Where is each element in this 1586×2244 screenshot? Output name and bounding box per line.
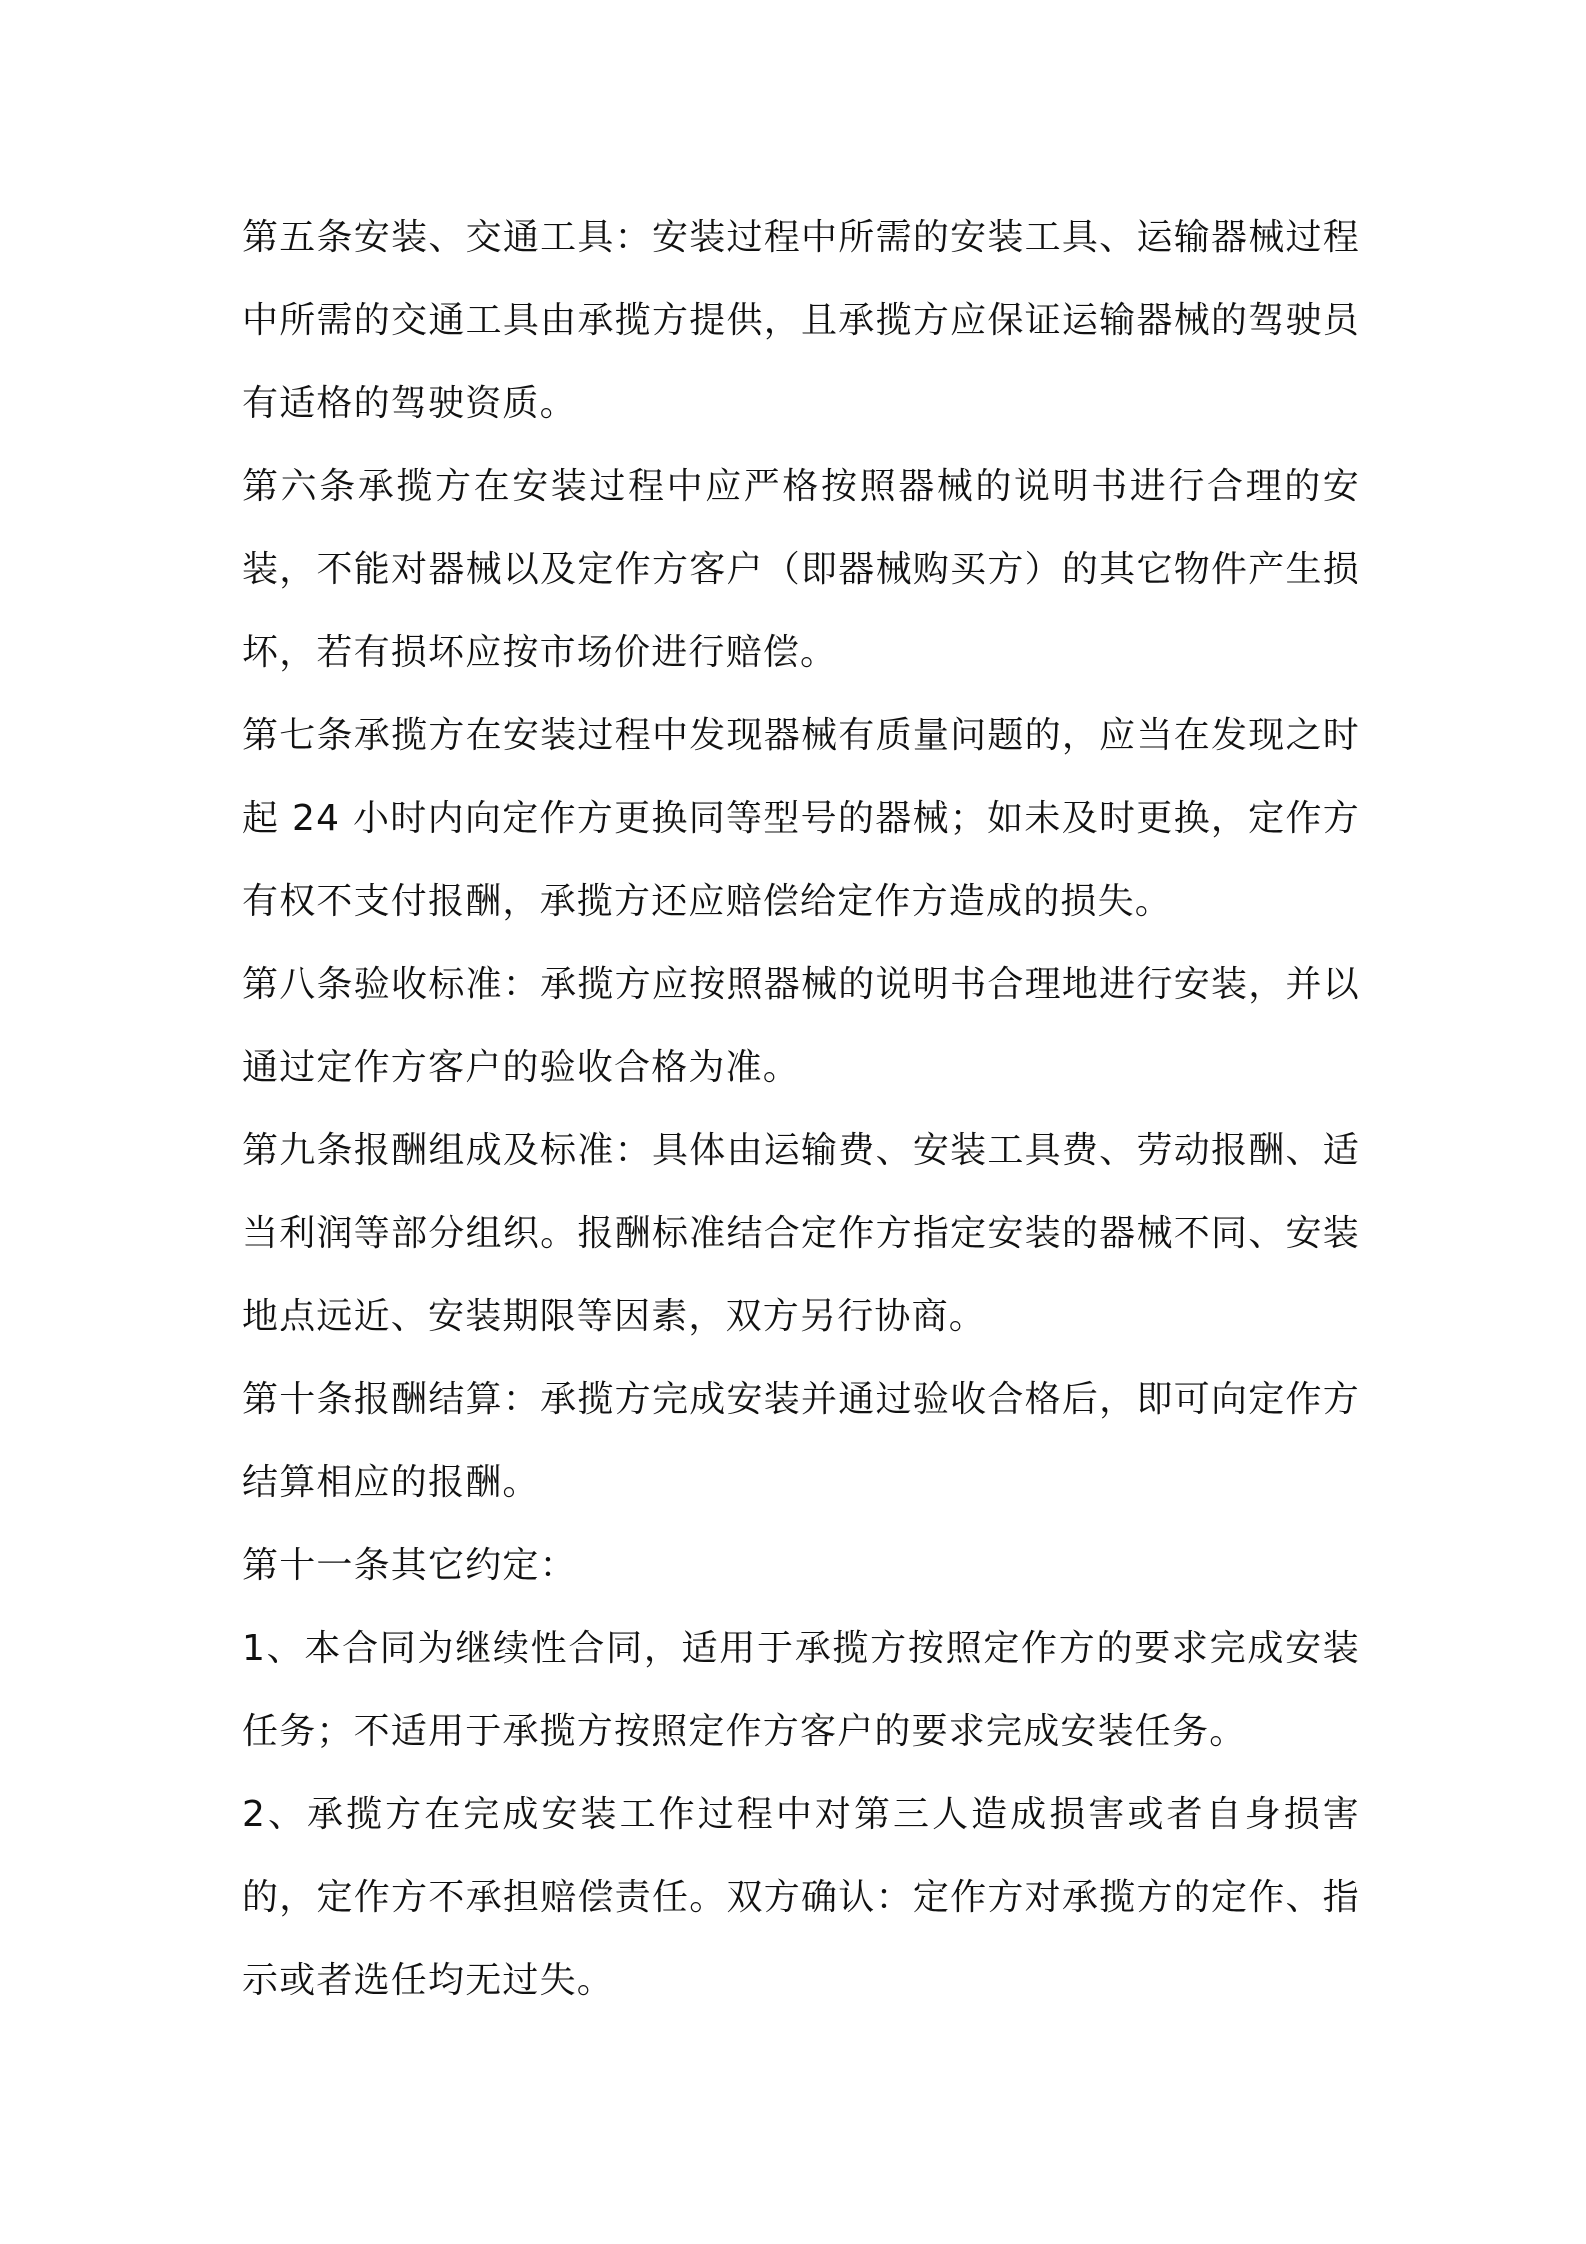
clause-10: 第十条报酬结算：承揽方完成安装并通过验收合格后，即可向定作方结算相应的报酬。	[242, 1379, 1360, 1503]
contract-body	[242, 196, 1360, 2022]
clause-11-heading: 第十一条其它约定：	[242, 1545, 577, 1586]
clause-7: 第七条承揽方在安装过程中发现器械有质量问题的，应当在发现之时起 24 小时内向定作方更换同等型号的器械；如未及时更换，定作方有权不支付报酬，承揽方还应赔偿给定作方造成的损失。	[242, 715, 1360, 922]
clause-8: 第八条验收标准：承揽方应按照器械的说明书合理地进行安装，并以通过定作方客户的验收合格为准。	[242, 964, 1360, 1088]
clause-11-item-2: 2、承揽方在完成安装工作过程中对第三人造成损害或者自身损害的，定作方不承担赔偿责任。双方确认：定作方对承揽方的定作、指示或者选任均无过失。	[242, 1794, 1360, 2001]
clause-6: 第六条承揽方在安装过程中应严格按照器械的说明书进行合理的安装，不能对器械以及定作方客户（即器械购买方）的其它物件产生损坏，若有损坏应按市场价进行赔偿。	[242, 466, 1360, 673]
clause-5: 第五条安装、交通工具：安装过程中所需的安装工具、运输器械过程中所需的交通工具由承揽方提供，且承揽方应保证运输器械的驾驶员有适格的驾驶资质。	[242, 217, 1360, 424]
clause-9: 第九条报酬组成及标准：具体由运输费、安装工具费、劳动报酬、适当利润等部分组织。报酬标准结合定作方指定安装的器械不同、安装地点远近、安装期限等因素，双方另行协商。	[242, 1130, 1360, 1337]
clause-11-item-1: 1、本合同为继续性合同，适用于承揽方按照定作方的要求完成安装任务；不适用于承揽方按照定作方客户的要求完成安装任务。	[242, 1628, 1360, 1752]
